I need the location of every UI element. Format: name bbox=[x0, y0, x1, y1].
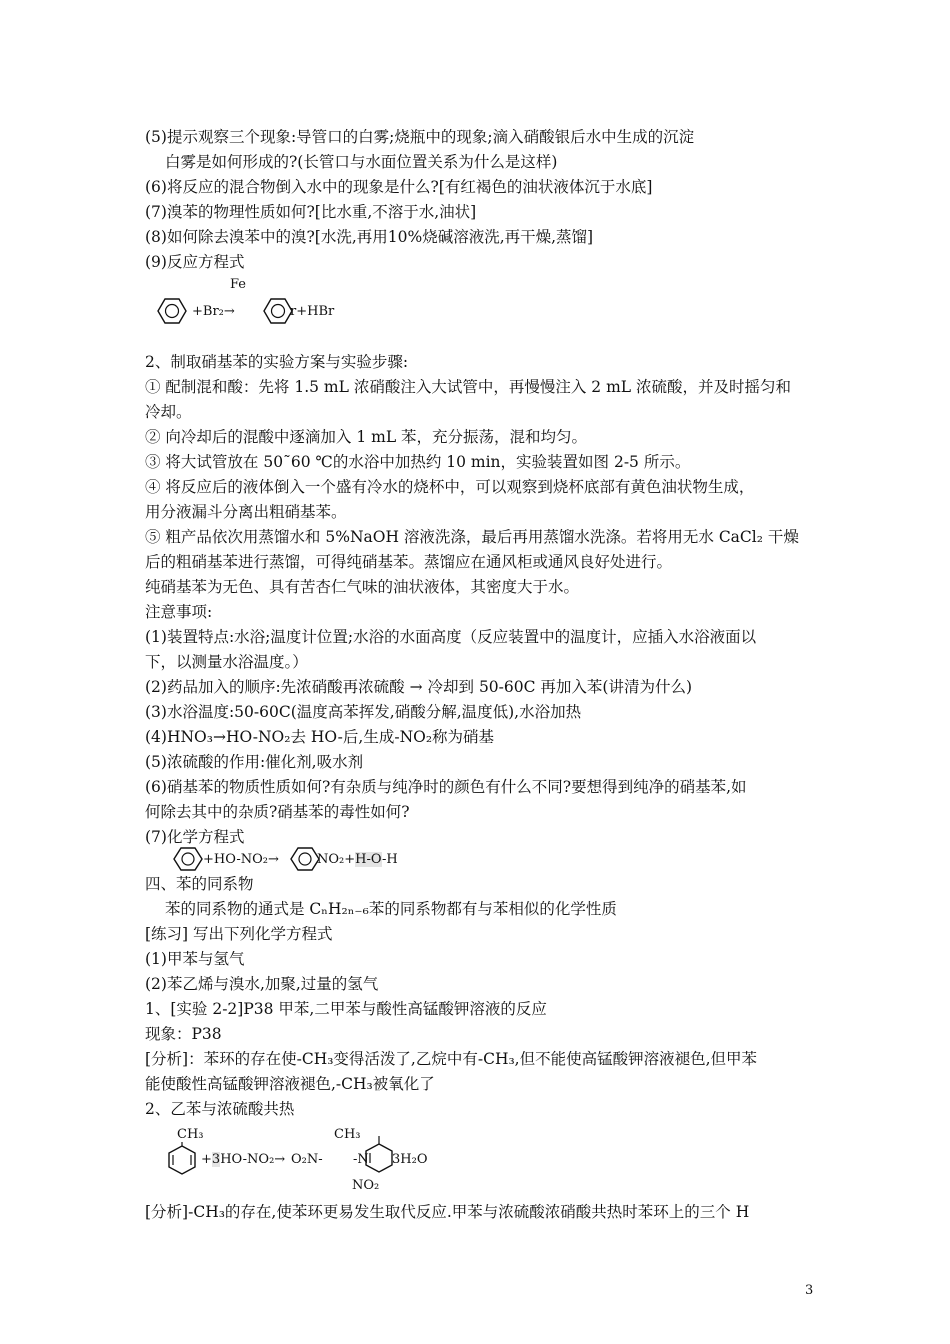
equation-text bbox=[317, 850, 398, 870]
text-line: 现象：P38 bbox=[145, 1025, 222, 1043]
equation-text: CH₃ bbox=[177, 1127, 204, 1142]
text-line: (9)反应方程式 bbox=[145, 253, 245, 271]
text-line: 2、乙苯与浓硫酸共热 bbox=[145, 1100, 295, 1118]
text-line: (7)溴苯的物理性质如何?[比水重,不溶于水,油状] bbox=[145, 203, 477, 221]
equation-text: -N bbox=[353, 1152, 369, 1167]
text-line: (2)药品加入的顺序:先浓硝酸再浓硫酸 → 冷却到 50-60C 再加入苯(讲清为什么) bbox=[145, 678, 693, 696]
section-heading: 四、苯的同系物 bbox=[145, 875, 254, 893]
equation-text: NO₂ bbox=[352, 1178, 380, 1193]
text-line: (1)甲苯与氢气 bbox=[145, 950, 245, 968]
benzene-ring-icon bbox=[173, 846, 203, 872]
text-line: 用分液漏斗分离出粗硝基苯。 bbox=[145, 503, 347, 521]
equation-part: + bbox=[201, 1152, 212, 1167]
text-line: [练习] 写出下列化学方程式 bbox=[145, 925, 333, 943]
text-line: (5)浓硫酸的作用:催化剂,吸水剂 bbox=[145, 753, 364, 771]
text-line: ① 配制混和酸：先将 1.5 mL 浓硝酸注入大试管中，再慢慢注入 2 mL 浓硫酸，并及时摇匀和 bbox=[145, 378, 791, 396]
catalyst-label: Fe bbox=[230, 277, 247, 292]
text-line: (2)苯乙烯与溴水,加聚,过量的氢气 bbox=[145, 975, 379, 993]
equation-text: +HO-NO₂→ bbox=[203, 852, 279, 867]
benzene-ring-icon bbox=[165, 1142, 199, 1176]
text-line: 何除去其中的杂质?硝基苯的毒性如何? bbox=[145, 803, 410, 821]
text-line: (4)HNO₃→HO-NO₂去 HO-后,生成-NO₂称为硝基 bbox=[145, 728, 495, 746]
equation-text bbox=[201, 1150, 285, 1170]
equation-part: -H bbox=[382, 852, 398, 867]
equation-part: NO₂+ bbox=[317, 852, 356, 867]
text-line: ④ 将反应后的液体倒入一个盛有冷水的烧杯中，可以观察到烧杯底部有黄色油状物生成， bbox=[145, 478, 755, 496]
text-line: 能使酸性高锰酸钾溶液褪色,-CH₃被氧化了 bbox=[145, 1075, 435, 1093]
text-line: ③ 将大试管放在 50˜60 ℃的水浴中加热约 10 min，实验装置如图 2-5 所示。 bbox=[145, 453, 691, 471]
text-line: (7)化学方程式 bbox=[145, 828, 245, 846]
text-line: [分析]：苯环的存在使-CH₃变得活泼了,乙烷中有-CH₃,但不能使高锰酸钾溶液褪色,但甲苯 bbox=[145, 1050, 758, 1068]
text-line: 白雾是如何形成的?(长管口与水面位置关系为什么是这样) bbox=[165, 153, 558, 171]
benzene-ring-icon bbox=[290, 846, 320, 872]
text-line: (1)装置特点:水浴;温度计位置;水浴的水面高度（反应装置中的温度计，应插入水浴液面以 bbox=[145, 628, 757, 646]
text-line: ⑤ 粗产品依次用蒸馏水和 5%NaOH 溶液洗涤，最后再用蒸馏水洗涤。若将用无水 CaCl₂ 干燥 bbox=[145, 528, 799, 546]
page-number: 3 bbox=[805, 1283, 814, 1298]
equation-part: HO-NO₂→ bbox=[220, 1152, 286, 1167]
text-line: (6)将反应的混合物倒入水中的现象是什么?[有红褐色的油状液体沉于水底] bbox=[145, 178, 653, 196]
equation-text: CH₃ bbox=[334, 1127, 361, 1142]
equation-text: 3H₂O bbox=[392, 1152, 428, 1167]
text-line: 苯的同系物的通式是 CₙH₂ₙ₋₆苯的同系物都有与苯相似的化学性质 bbox=[165, 900, 617, 918]
benzene-ring-icon bbox=[263, 297, 293, 325]
text-line: (3)水浴温度:50-60C(温度高苯挥发,硝酸分解,温度低),水浴加热 bbox=[145, 703, 582, 721]
equation-text: +Br₂→ bbox=[192, 304, 235, 319]
section-heading: 2、制取硝基苯的实验方案与实验步骤: bbox=[145, 353, 409, 371]
text-line: 冷却。 bbox=[145, 403, 192, 421]
text-line: [分析]-CH₃的存在,使苯环更易发生取代反应.甲苯与浓硫酸浓硝酸共热时苯环上的三个 H bbox=[145, 1203, 750, 1221]
equation-part: H-O bbox=[355, 852, 383, 867]
text-line: ② 向冷却后的混酸中逐滴加入 1 mL 苯，充分振荡，混和均匀。 bbox=[145, 428, 588, 446]
equation-text: r+HBr bbox=[290, 304, 335, 319]
equation-text: O₂N- bbox=[291, 1152, 323, 1167]
equation-part: 3 bbox=[211, 1152, 221, 1167]
benzene-ring-icon bbox=[157, 297, 187, 325]
text-line: 注意事项: bbox=[145, 603, 213, 621]
text-line: (5)提示观察三个现象:导管口的白雾;烧瓶中的现象;滴入硝酸银后水中生成的沉淀 bbox=[145, 128, 695, 146]
text-line: 1、[实验 2-2]P38 甲苯,二甲苯与酸性高锰酸钾溶液的反应 bbox=[145, 1000, 547, 1018]
text-line: 纯硝基苯为无色、具有苦杏仁气味的油状液体，其密度大于水。 bbox=[145, 578, 580, 596]
text-line: 下，以测量水浴温度。） bbox=[145, 653, 308, 671]
text-line: (6)硝基苯的物质性质如何?有杂质与纯净时的颜色有什么不同?要想得到纯净的硝基苯,如 bbox=[145, 778, 747, 796]
text-line: 后的粗硝基苯进行蒸馏，可得纯硝基苯。蒸馏应在通风柜或通风良好处进行。 bbox=[145, 553, 673, 571]
text-line: (8)如何除去溴苯中的溴?[水洗,再用10%烧碱溶液洗,再干燥,蒸馏] bbox=[145, 228, 594, 246]
